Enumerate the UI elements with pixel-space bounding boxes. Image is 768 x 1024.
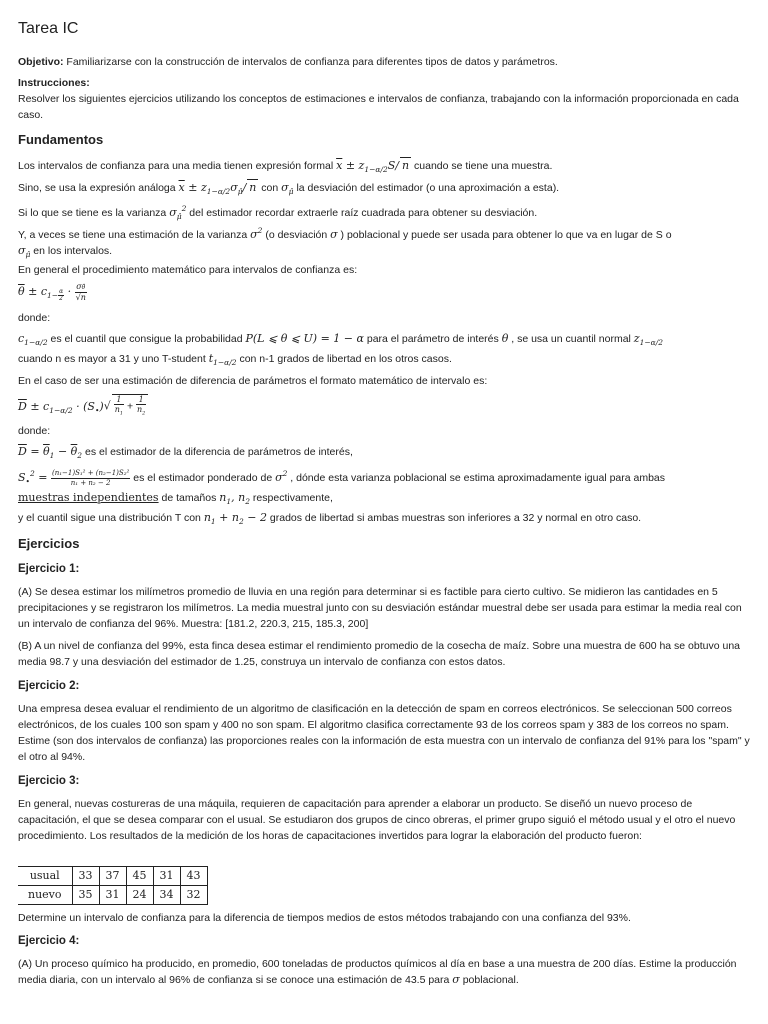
ejercicios-heading: Ejercicios [18, 536, 80, 551]
formula-sigma2-b: $\sigma^2$ [275, 469, 288, 484]
fund-donde-1: donde: [18, 312, 51, 324]
table-cell: 35 [72, 886, 99, 905]
fund-p9-text-a: es el estimador ponderado de [130, 472, 276, 484]
formula-difference-interval: $\overline{D} \pm c_{1-\alpha/2} \cdot (S_•)√$ $\frac{1}{n_1}$ + $\frac{1}{n_2}$ [18, 394, 754, 419]
table-cell: 24 [126, 886, 153, 905]
fund-p10-text-a: y el cuantil sigue una distribución T con [18, 512, 204, 524]
fund-p6-text-d: cuando n es mayor a 31 y uno T-student [18, 353, 209, 365]
fund-p6-text-e: con n-1 grados de libertad en los otros casos. [236, 353, 452, 365]
table-cell: 34 [153, 886, 180, 905]
fund-p4-text-a: Y, a veces se tiene una estimación de la varianza [18, 229, 251, 241]
table-row [18, 867, 207, 886]
formula-frac-sigma-n: $\frac{\sigma\thetâ}{√n}$ [75, 282, 86, 302]
formula-sigma2: $\sigma^2$ [250, 226, 263, 241]
formula-df: $n_1 + n_2 - 2$ [203, 511, 267, 526]
ejercicio-2-text: Una empresa desea evaluar el rendimiento de un algoritmo de clasificación en la detección de spam en correos electrónicos. Se seleccionan 500 correos electrónicos, de los cuales 100 son spam y 400 no son spam. El algoritmo clasifica correctamente 93 de los correos spam y 383 de los correos no spam. Estime (son dos intervalos de confianza) las proporciones reales con la información de esta muestra con un intervalo de confianza del 91% para los "spam" y el otro al 94%. [18, 703, 750, 763]
formula-pooled-variance: $S_•^2$ = $\frac{\text{(n₁−1)S₁² + (n₂−1)S₂²}}{\text{n₁ + n₂ − 2}}$ [18, 468, 130, 487]
instructions-label: Instrucciones: [18, 77, 90, 89]
fund-p2-text-a: Sino, se usa la expresión análoga [18, 182, 179, 194]
fund-p4-text-d: en los intervalos. [30, 245, 113, 257]
formula-sigma-e4: σ [452, 973, 460, 986]
objective-text: Familiarizarse con la construcción de intervalos de confianza para diferentes tipos de datos y parámetros. [63, 56, 558, 68]
ejercicio-3-heading: Ejercicio 3: [18, 775, 80, 787]
instructions-paragraph [18, 75, 754, 123]
table-cell: 37 [99, 867, 126, 886]
fund-p4-text-b: (o desviación [262, 229, 331, 241]
fund-p1-text-a: Los intervalos de confianza para una media tienen expresión formal [18, 160, 337, 172]
fund-p2-text-b: con [258, 182, 282, 194]
fund-p5: En general el procedimiento matemático para intervalos de confianza es: [18, 264, 358, 276]
fund-p8 [18, 444, 754, 464]
fund-p10-text-b: grados de libertad si ambas muestras son inferiores a 32 y normal en otro caso. [266, 512, 642, 524]
formula-analog: $\overline{x} \pm z_{1-\alpha/2}\sigma_{\mû}/$ n [178, 181, 257, 196]
table-row [18, 886, 207, 905]
table-cell: 32 [180, 886, 207, 905]
table-cell: 45 [126, 867, 153, 886]
fund-p9-text-d: de tamaños [158, 492, 220, 504]
fund-p2-text-c: la desviación del estimador (o una aproximación a esta). [293, 182, 560, 194]
fund-p9 [18, 466, 754, 510]
ejercicio-3-text: En general, nuevas costureras de una máquila, requieren de capacitación para aprender a elaborar un producto. Se diseñó un nuevo proceso de capacitación, el que se desea comparar con el usual. Se estudiaron dos grupos de cinco obreras, el primer grupo siguió el método usual y el otro el nuevo procedimiento. Los resultados de la medición de los horas de capacitaciones invertidos para lograr la elaboración del producto fueron: [18, 798, 736, 842]
fund-p3-text-b: del estimador recordar extraerle raíz cuadrada para obtener su desviación. [186, 207, 538, 219]
formula-general-interval: $\overline{\theta} \pm c_{1- \frac{\alpha}{2}}$ · $\frac{\sigma\thetâ}{√n}$ [18, 282, 86, 303]
fund-p6-text-b: para el parámetro de interés [363, 333, 502, 345]
table-row-label: nuevo [18, 886, 72, 905]
table-cell: 31 [99, 886, 126, 905]
table-cell: 43 [180, 867, 207, 886]
fund-p9-text-e: respectivamente, [250, 492, 333, 504]
ejercicio-4a-text [18, 956, 754, 988]
formula-sigma: σ [330, 228, 338, 241]
fund-p1 [18, 157, 754, 178]
fund-p6-text-a: es el cuantil que consigue la probabilidad [47, 333, 246, 345]
instructions-text: Resolver los siguientes ejercicios utilizando los conceptos de estimaciones e intervalos de confianza, trabajando con la información proporcionada en cada caso. [18, 93, 739, 121]
fund-p6 [18, 331, 754, 371]
formula-t-quantile: $t_{1-\alpha/2}$ [208, 352, 237, 367]
fund-p9-text-c: muestras independientes [18, 491, 159, 504]
formula-mean-interval: $\overline{x} \pm z_{1-\alpha/2}S/$ n [336, 159, 410, 174]
fund-p7: En el caso de ser una estimación de diferencia de parámetros el formato matemático de intervalo es: [18, 375, 488, 387]
fundamentos-heading: Fundamentos [18, 132, 104, 147]
formula-variance: $\sigma_{\mû}^2$ [169, 204, 187, 221]
fund-p4-text-c: ) poblacional y puede ser usada para obtener lo que va en lugar de S o [337, 229, 672, 241]
ejercicio-3-table-wrap [18, 866, 754, 905]
formula-theta: θ [501, 332, 509, 345]
fund-p9-text-b: , dónde esta varianza poblacional se estima aproximadamente igual para ambas [287, 472, 666, 484]
fund-p2 [18, 179, 754, 200]
page-title: Tarea IC [18, 20, 79, 37]
ejercicio-1b-text: (B) A un nivel de confianza del 99%, esta finca desea estimar el rendimiento promedio de la cosecha de maíz. Sobre una muestra de 600 ha se obtuvo una media 98.7 y una desviación del estimador de 1.25, construya un intervalo de confianza con estos datos. [18, 640, 741, 668]
fund-p3-text-a: Si lo que se tiene es la varianza [18, 207, 170, 219]
fund-p3 [18, 201, 754, 225]
fund-p6-text-c: , se usa un cuantil normal [508, 333, 634, 345]
table-row-label: usual [18, 867, 72, 886]
ejercicio-3-after-text: Determine un intervalo de confianza para la diferencia de tiempos medios de estos métodos trabajando con una confianza del 93%. [18, 912, 631, 924]
formula-sigma-mu-2: $\sigma_{\mû}$ [18, 244, 31, 259]
ejercicio-4a-text-b: poblacional. [459, 974, 519, 986]
ejercicio-2-heading: Ejercicio 2: [18, 680, 80, 692]
objective-paragraph [18, 54, 754, 70]
table-cell: 33 [72, 867, 99, 886]
fund-donde-2: donde: [18, 425, 51, 437]
ejercicio-1-heading: Ejercicio 1: [18, 563, 80, 575]
ejercicio-4-heading: Ejercicio 4: [18, 935, 80, 947]
ejercicio-4a-text-a: (A) Un proceso químico ha producido, en promedio, 600 toneladas de productos químicos al día en base a una muestra de 200 días. Estime la producción media diaria, con un intervalo al 96% de confianza si se conoce una estimación de 43.5 para [18, 958, 737, 986]
formula-probability: P(L ⩽ θ ⩽ U) = 1 − α [245, 332, 364, 345]
formula-c-quantile: $c_{1-\alpha/2}$ [18, 332, 48, 347]
formula-n1-n2: $n_1$, $n_2$ [219, 491, 251, 506]
formula-d-bar: $\overline{D} = \overline{\theta}_1 - \overline{\theta}_2$ [18, 445, 83, 460]
formula-z-quantile: $z_{1-\alpha/2}$ [633, 332, 664, 347]
ejercicio-1a-text: (A) Se desea estimar los milímetros promedio de lluvia en una región para determinar si es factible para cierto cultivo. Se midieron las cantidades en 5 precipitaciones y se registraron los milímetros. La media muestral junto con su desviación estándar muestral debe ser usada para estimar la media real con un intervalo de confianza del 96%. Muestra: [181.2, 220.3, 215, 185.3, 200] [18, 586, 742, 630]
fund-p4 [18, 223, 754, 263]
ejercicio-3-table [18, 866, 208, 905]
formula-sigma-mu: $\sigma_{\mû}$ [281, 181, 294, 196]
fund-p10 [18, 510, 754, 530]
fund-p1-text-b: cuando se tiene una muestra. [411, 160, 553, 172]
fund-p8-text: es el estimador de la diferencia de parámetros de interés, [82, 446, 353, 458]
table-cell: 31 [153, 867, 180, 886]
objective-label: Objetivo: [18, 56, 64, 68]
